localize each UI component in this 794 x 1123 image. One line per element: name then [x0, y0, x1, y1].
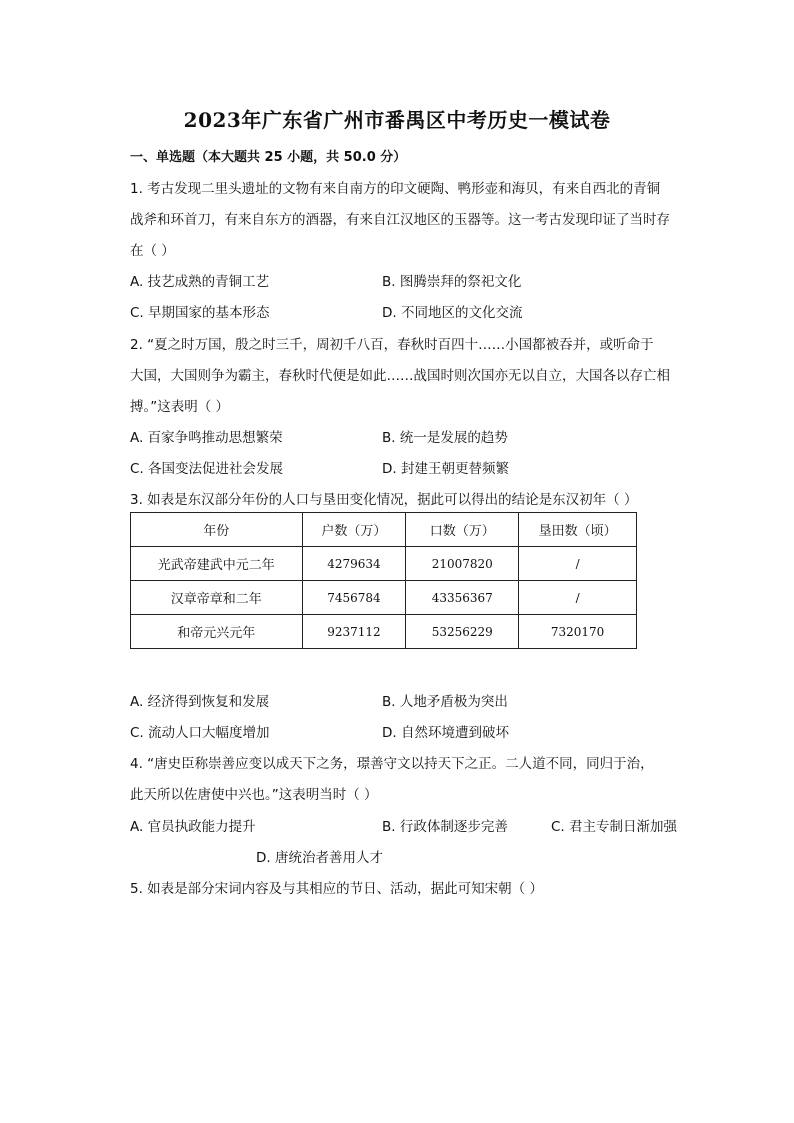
table-cell: 43356367 [406, 581, 519, 615]
table-row [131, 581, 637, 615]
table-cell: 21007820 [406, 547, 519, 581]
q1-line-1: 1. 考古发现二里头遗址的文物有来自南方的印文硬陶、鸭形壶和海贝，有来自西北的青铜 [130, 181, 661, 197]
table-header-cell: 年份 [131, 513, 303, 547]
q1-option-c[interactable]: C. 早期国家的基本形态 [130, 305, 270, 321]
table-cell: 和帝元兴元年 [131, 615, 303, 649]
q1-line-3: 在（ ） [130, 243, 175, 259]
table-row [131, 547, 637, 581]
population-table [130, 512, 637, 649]
q4-line-2: 此天所以佐唐使中兴也。”这表明当时（ ） [130, 787, 378, 803]
q4-option-a[interactable]: A. 官员执政能力提升 [130, 819, 256, 835]
table-header-cell: 口数（万） [406, 513, 519, 547]
table-cell: 7456784 [302, 581, 406, 615]
q1-option-a[interactable]: A. 技艺成熟的青铜工艺 [130, 274, 270, 290]
q2-option-b[interactable]: B. 统一是发展的趋势 [382, 430, 508, 446]
q4-line-1: 4. “唐史臣称崇善应变以成天下之务，璟善守文以持天下之正。二人道不同，同归于治， [130, 756, 654, 772]
table-cell: 53256229 [406, 615, 519, 649]
table-cell: 7320170 [519, 615, 637, 649]
q4-option-b[interactable]: B. 行政体制逐步完善 [382, 819, 508, 835]
exam-title: 2023年广东省广州市番禺区中考历史一模试卷 [183, 108, 611, 132]
q2-line-2: 大国，大国则争为霸主，春秋时代便是如此……战国时则次国亦无以自立，大国各以存亡相 [130, 368, 670, 384]
table-header-row [131, 513, 637, 547]
q4-option-d[interactable]: D. 唐统治者善用人才 [256, 850, 383, 866]
q3-line-1: 3. 如表是东汉部分年份的人口与垦田变化情况，据此可以得出的结论是东汉初年（ ） [130, 492, 638, 508]
section-heading: 一、单选题（本大题共 25 小题，共 50.0 分） [130, 150, 407, 165]
table-header-cell: 户数（万） [302, 513, 406, 547]
table-cell: 汉章帝章和二年 [131, 581, 303, 615]
q1-option-d[interactable]: D. 不同地区的文化交流 [382, 305, 523, 321]
q1-line-2: 战斧和环首刀，有来自东方的酒器，有来自江汉地区的玉器等。这一考古发现印证了当时存 [130, 212, 670, 228]
table-cell: 9237112 [302, 615, 406, 649]
table-cell: / [519, 581, 637, 615]
table-cell: 光武帝建武中元二年 [131, 547, 303, 581]
q2-line-1: 2. “夏之时万国，殷之时三千，周初千八百，春秋时百四十……小国都被吞并，或听命于 [130, 337, 654, 353]
q4-option-c[interactable]: C. 君主专制日渐加强 [551, 819, 678, 835]
q3-option-a[interactable]: A. 经济得到恢复和发展 [130, 694, 270, 710]
table-row [131, 615, 637, 649]
q3-option-b[interactable]: B. 人地矛盾极为突出 [382, 694, 508, 710]
table-cell: / [519, 547, 637, 581]
q2-option-d[interactable]: D. 封建王朝更替频繁 [382, 461, 509, 477]
q5-line-1: 5. 如表是部分宋词内容及与其相应的节日、活动，据此可知宋朝（ ） [130, 881, 543, 897]
table-cell: 4279634 [302, 547, 406, 581]
q3-option-c[interactable]: C. 流动人口大幅度增加 [130, 725, 270, 741]
table-header-cell: 垦田数（顷） [519, 513, 637, 547]
q2-line-3: 搏。”这表明（ ） [130, 399, 230, 415]
q1-option-b[interactable]: B. 图腾崇拜的祭祀文化 [382, 274, 522, 290]
q3-option-d[interactable]: D. 自然环境遭到破坏 [382, 725, 509, 741]
q2-option-a[interactable]: A. 百家争鸣推动思想繁荣 [130, 430, 283, 446]
q2-option-c[interactable]: C. 各国变法促进社会发展 [130, 461, 284, 477]
